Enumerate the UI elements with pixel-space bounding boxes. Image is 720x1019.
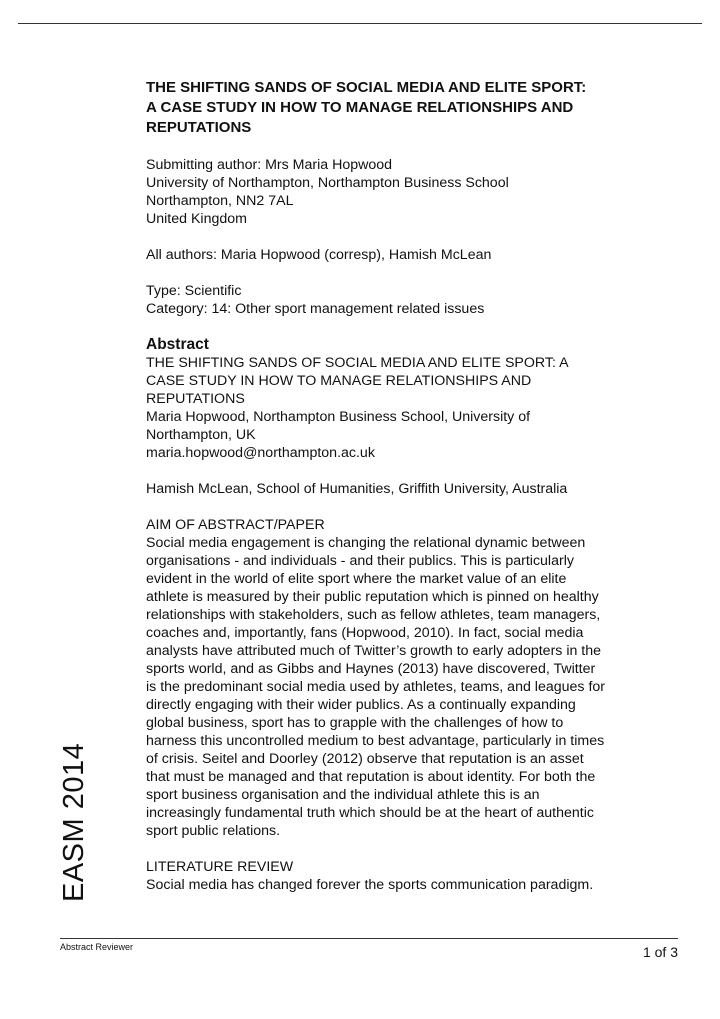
aim-line: evident in the world of elite sport where the market value of an elite [146, 571, 567, 587]
aim-line: directly engaging with their wider publics. As a continually expanding [146, 697, 576, 713]
type: Type: Scientific [146, 283, 242, 299]
author1-line: Maria Hopwood, Northampton Business School, University of [146, 409, 531, 425]
aim-line: organisations - and individuals - and their publics. This is particularly [146, 553, 574, 569]
aim-line: Social media engagement is changing the relational dynamic between [146, 535, 586, 551]
bottom-divider [60, 938, 678, 939]
conference-side-label: EASM 2014 [58, 742, 90, 902]
title-line: THE SHIFTING SANDS OF SOCIAL MEDIA AND ELITE SPORT: [146, 79, 587, 96]
city: Northampton, NN2 7AL [146, 193, 294, 209]
submitting-author: Submitting author: Mrs Maria Hopwood [146, 157, 393, 173]
abstract-document [146, 78, 666, 894]
literature-line: Social media has changed forever the sports communication paradigm. [146, 877, 594, 893]
aim-line: relationships with stakeholders, such as fellow athletes, team managers, [146, 607, 601, 623]
abstract-title-line: CASE STUDY IN HOW TO MANAGE RELATIONSHIPS AND [146, 373, 532, 389]
all-authors-block [146, 246, 666, 264]
top-divider [18, 23, 702, 24]
abstract-title-line: THE SHIFTING SANDS OF SOCIAL MEDIA AND ELITE SPORT: A [146, 355, 569, 371]
aim-line: that must be managed and that reputation is about identity. For both the [146, 769, 596, 785]
submitting-author-block [146, 156, 666, 228]
aim-line: sports world, and as Gibbs and Haynes (2013) have discovered, Twitter [146, 661, 596, 677]
abstract-section [146, 336, 666, 894]
aim-line: harness this uncontrolled medium to best advantage, particularly in times [146, 733, 605, 749]
aim-line: of crisis. Seitel and Doorley (2012) observe that reputation is an asset [146, 751, 584, 767]
literature-heading: LITERATURE REVIEW [146, 859, 294, 875]
literature-section [146, 858, 666, 894]
author1-line: Northampton, UK [146, 427, 256, 443]
author-email: maria.hopwood@northampton.ac.uk [146, 445, 375, 461]
aim-line: global business, sport has to grapple with the challenges of how to [146, 715, 564, 731]
aim-section [146, 516, 666, 840]
paper-title [146, 78, 666, 138]
author2-line: Hamish McLean, School of Humanities, Griffith University, Australia [146, 481, 568, 497]
footer-reviewer-label: Abstract Reviewer [60, 942, 134, 952]
page-number: 1 of 3 [642, 944, 678, 960]
aim-paragraph [146, 534, 666, 840]
aim-line: analysts have attributed much of Twitter’s growth to early adopters in the [146, 643, 602, 659]
aim-line: sport public relations. [146, 823, 281, 839]
title-line: REPUTATIONS [146, 119, 252, 136]
category: Category: 14: Other sport management related issues [146, 301, 485, 317]
all-authors: All authors: Maria Hopwood (corresp), Hamish McLean [146, 247, 492, 263]
country: United Kingdom [146, 211, 247, 227]
abstract-title-line: REPUTATIONS [146, 391, 245, 407]
institution: University of Northampton, Northampton Business School [146, 175, 509, 191]
aim-line: athlete is measured by their public reputation which is pinned on healthy [146, 589, 599, 605]
aim-line: coaches and, importantly, fans (Hopwood, 2010). In fact, social media [146, 625, 584, 641]
aim-heading: AIM OF ABSTRACT/PAPER [146, 517, 325, 533]
aim-line: increasingly fundamental truth which should be at the heart of authentic [146, 805, 594, 821]
aim-line: sport business organisation and the individual athlete this is an [146, 787, 540, 803]
title-line: A CASE STUDY IN HOW TO MANAGE RELATIONSHIPS AND [146, 99, 574, 116]
type-category-block [146, 282, 666, 318]
aim-line: is the predominant social media used by athletes, teams, and leagues for [146, 679, 605, 695]
abstract-heading: Abstract [146, 336, 209, 353]
